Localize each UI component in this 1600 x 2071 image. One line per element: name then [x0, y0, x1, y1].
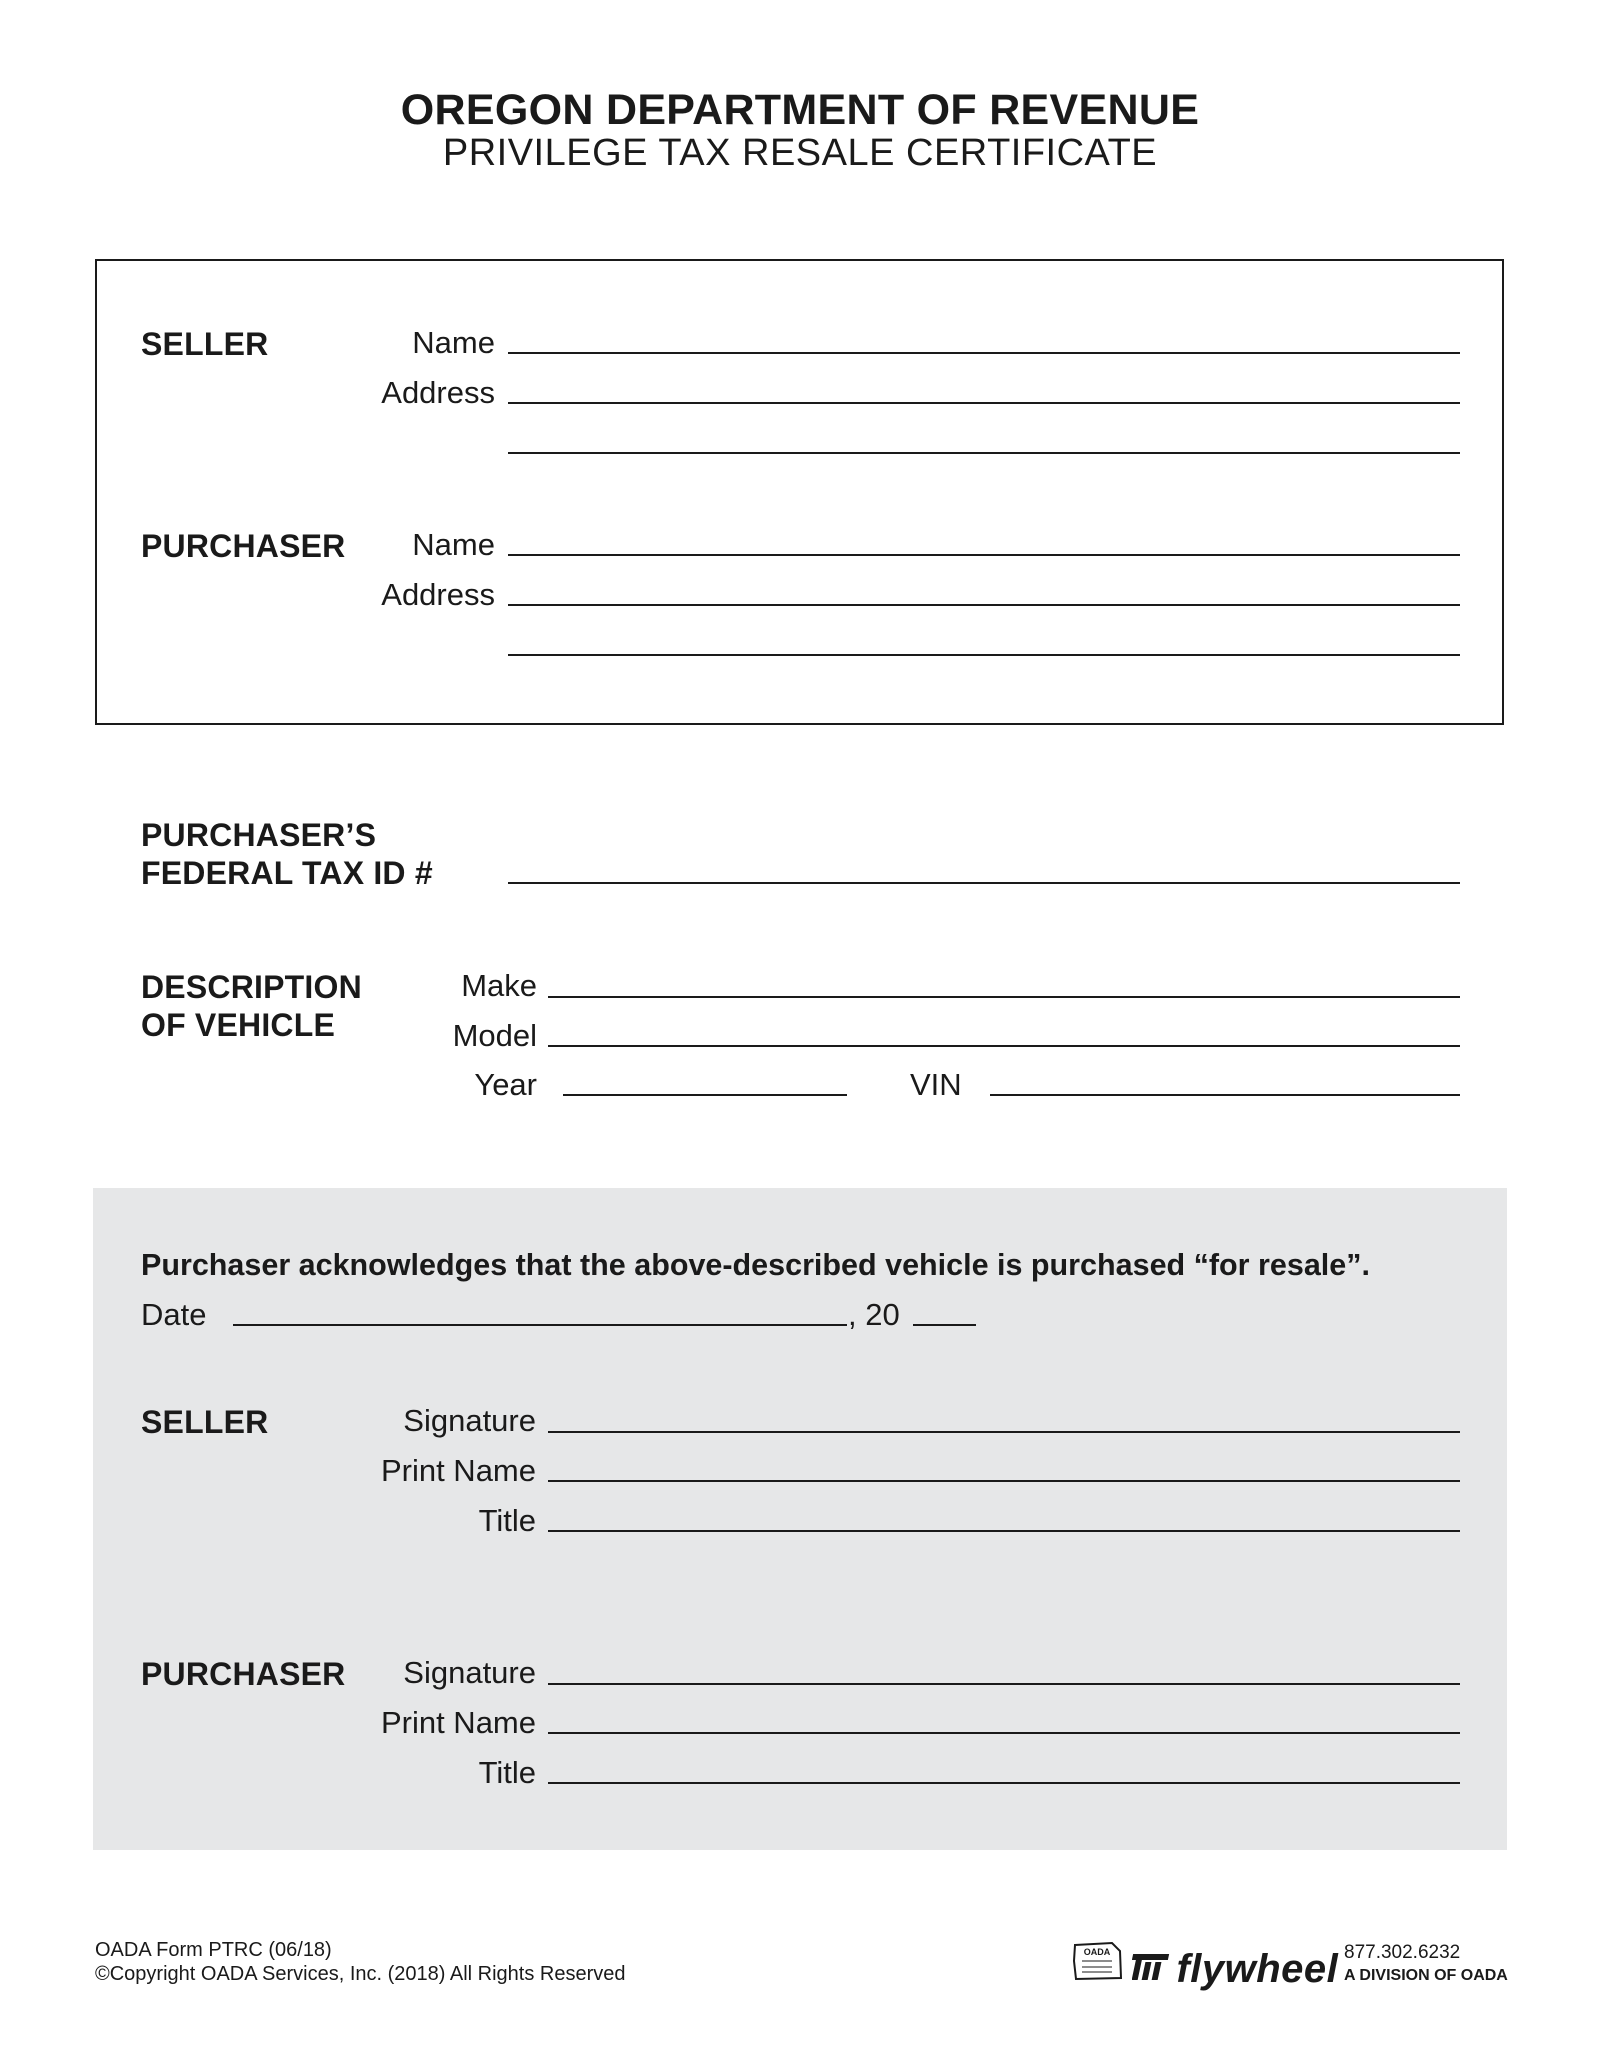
purchaser-signature-heading: PURCHASER	[141, 1656, 346, 1692]
seller-title-field[interactable]	[548, 1530, 1460, 1532]
purchaser-address-label: Address	[381, 577, 495, 612]
copyright: ©Copyright OADA Services, Inc. (2018) All Rights Reserved	[95, 1963, 626, 1985]
purchaser-print-name-label: Print Name	[380, 1705, 536, 1740]
make-field[interactable]	[548, 996, 1460, 998]
date-year-field[interactable]	[913, 1324, 976, 1326]
purchaser-title-label: Title	[478, 1755, 536, 1790]
federal-tax-id-field[interactable]	[508, 882, 1460, 884]
seller-signature-heading: SELLER	[141, 1404, 269, 1440]
form-subtitle: PRIVILEGE TAX RESALE CERTIFICATE	[442, 132, 1158, 174]
resale-statement: Purchaser acknowledges that the above-described vehicle is purchased “for resale”.	[141, 1248, 1370, 1282]
year-prefix: , 20	[848, 1297, 900, 1332]
vin-field[interactable]	[990, 1094, 1460, 1096]
seller-address-field-2[interactable]	[508, 452, 1460, 454]
form-id: OADA Form PTRC (06/18)	[95, 1939, 332, 1961]
purchaser-signature-field[interactable]	[548, 1683, 1460, 1685]
seller-name-label: Name	[412, 325, 495, 360]
date-field[interactable]	[233, 1324, 847, 1326]
seller-signature-label: Signature	[403, 1403, 536, 1438]
vin-label: VIN	[910, 1067, 962, 1102]
purchaser-name-label: Name	[412, 527, 495, 562]
model-label: Model	[452, 1018, 537, 1053]
seller-signature-field[interactable]	[548, 1431, 1460, 1433]
make-label: Make	[461, 968, 537, 1003]
seller-heading: SELLER	[141, 326, 269, 362]
seller-address-label: Address	[381, 375, 495, 410]
purchaser-signature-label: Signature	[403, 1655, 536, 1690]
purchaser-print-name-field[interactable]	[548, 1732, 1460, 1734]
purchaser-address-field-1[interactable]	[508, 604, 1460, 606]
oada-logo	[1072, 1941, 1124, 1981]
flywheel-logo	[1132, 1947, 1338, 1992]
oregon-state-icon	[1072, 1941, 1124, 1981]
model-field[interactable]	[548, 1045, 1460, 1047]
seller-print-name-label: Print Name	[380, 1453, 536, 1488]
flywheel-mark-icon	[1132, 1950, 1172, 1989]
tax-id-heading-line1: PURCHASER’S	[141, 817, 377, 853]
tax-id-heading-line2: FEDERAL TAX ID #	[141, 855, 433, 891]
seller-name-field[interactable]	[508, 352, 1460, 354]
division-note: A DIVISION OF OADA	[1344, 1967, 1508, 1984]
date-label: Date	[141, 1297, 207, 1332]
year-label: Year	[474, 1067, 537, 1102]
seller-address-field-1[interactable]	[508, 402, 1460, 404]
purchaser-title-field[interactable]	[548, 1782, 1460, 1784]
purchaser-heading: PURCHASER	[141, 528, 346, 564]
oada-logo-text: OADA	[1083, 1947, 1111, 1957]
form-title: OREGON DEPARTMENT OF REVENUE	[400, 86, 1200, 134]
vehicle-heading-line1: DESCRIPTION	[141, 969, 362, 1005]
purchaser-address-field-2[interactable]	[508, 654, 1460, 656]
year-field[interactable]	[563, 1094, 847, 1096]
phone-number: 877.302.6232	[1344, 1942, 1461, 1963]
flywheel-wordmark: flywheel	[1176, 1947, 1339, 1991]
seller-title-label: Title	[478, 1503, 536, 1538]
acknowledgement-panel	[93, 1188, 1507, 1850]
purchaser-name-field[interactable]	[508, 554, 1460, 556]
vehicle-heading-line2: OF VEHICLE	[141, 1007, 336, 1043]
seller-print-name-field[interactable]	[548, 1480, 1460, 1482]
